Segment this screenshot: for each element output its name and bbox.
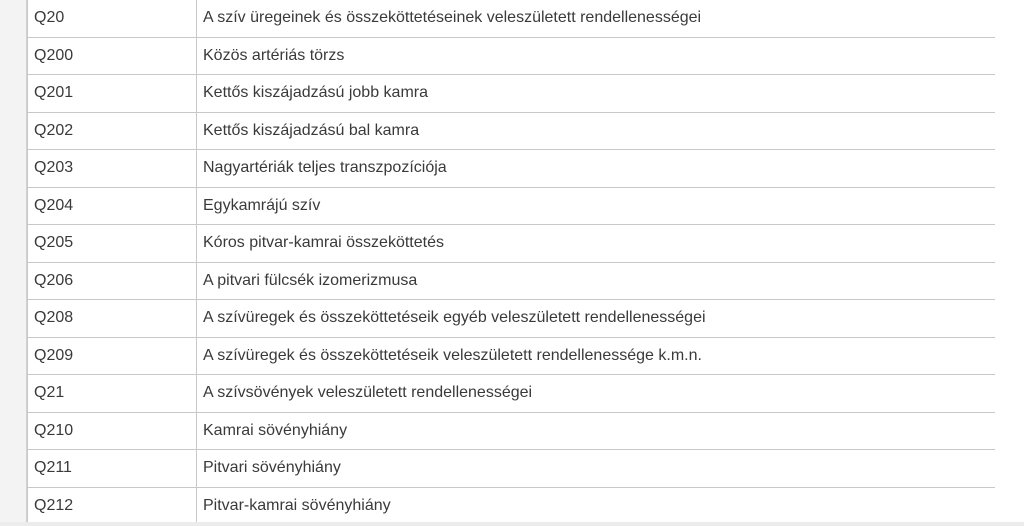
table-row[interactable]	[28, 300, 996, 338]
table-row[interactable]	[28, 337, 996, 375]
code-cell: Q204	[28, 187, 197, 225]
table-row[interactable]	[28, 262, 996, 300]
diagnosis-code-table	[27, 0, 996, 525]
description-cell: A szív üregeinek és összeköttetéseinek veleszületett rendellenességei	[197, 0, 996, 37]
code-cell: Q200	[28, 37, 197, 75]
table-row[interactable]	[28, 187, 996, 225]
code-cell: Q21	[28, 375, 197, 413]
code-cell: Q211	[28, 450, 197, 488]
code-cell: Q206	[28, 262, 197, 300]
table-row[interactable]	[28, 450, 996, 488]
table-row[interactable]	[28, 75, 996, 113]
code-cell: Q210	[28, 412, 197, 450]
table-row[interactable]	[28, 487, 996, 525]
description-cell: Pitvar-kamrai sövényhiány	[197, 487, 996, 525]
table-row[interactable]	[28, 375, 996, 413]
code-cell: Q202	[28, 112, 197, 150]
left-gutter	[0, 0, 27, 526]
table-row[interactable]	[28, 412, 996, 450]
description-cell: Kóros pitvar-kamrai összeköttetés	[197, 225, 996, 263]
description-cell: A szívsövények veleszületett rendellenességei	[197, 375, 996, 413]
right-gutter	[995, 0, 1024, 526]
description-cell: Kamrai sövényhiány	[197, 412, 996, 450]
description-cell: Nagyartériák teljes transzpozíciója	[197, 150, 996, 188]
description-cell: Pitvari sövényhiány	[197, 450, 996, 488]
code-cell: Q203	[28, 150, 197, 188]
description-cell: Egykamrájú szív	[197, 187, 996, 225]
description-cell: A szívüregek és összeköttetéseik egyéb veleszületett rendellenességei	[197, 300, 996, 338]
code-cell: Q209	[28, 337, 197, 375]
table-row[interactable]	[28, 0, 996, 37]
code-cell: Q205	[28, 225, 197, 263]
description-cell: A szívüregek és összeköttetéseik veleszületett rendellenessége k.m.n.	[197, 337, 996, 375]
description-cell: A pitvari fülcsék izomerizmusa	[197, 262, 996, 300]
bottom-strip	[0, 522, 1024, 526]
code-cell: Q212	[28, 487, 197, 525]
description-cell: Kettős kiszájadzású jobb kamra	[197, 75, 996, 113]
table-row[interactable]	[28, 150, 996, 188]
table-row[interactable]	[28, 37, 996, 75]
table-row[interactable]	[28, 225, 996, 263]
code-cell: Q201	[28, 75, 197, 113]
description-cell: Közös artériás törzs	[197, 37, 996, 75]
code-cell: Q20	[28, 0, 197, 37]
table-row[interactable]	[28, 112, 996, 150]
code-cell: Q208	[28, 300, 197, 338]
description-cell: Kettős kiszájadzású bal kamra	[197, 112, 996, 150]
